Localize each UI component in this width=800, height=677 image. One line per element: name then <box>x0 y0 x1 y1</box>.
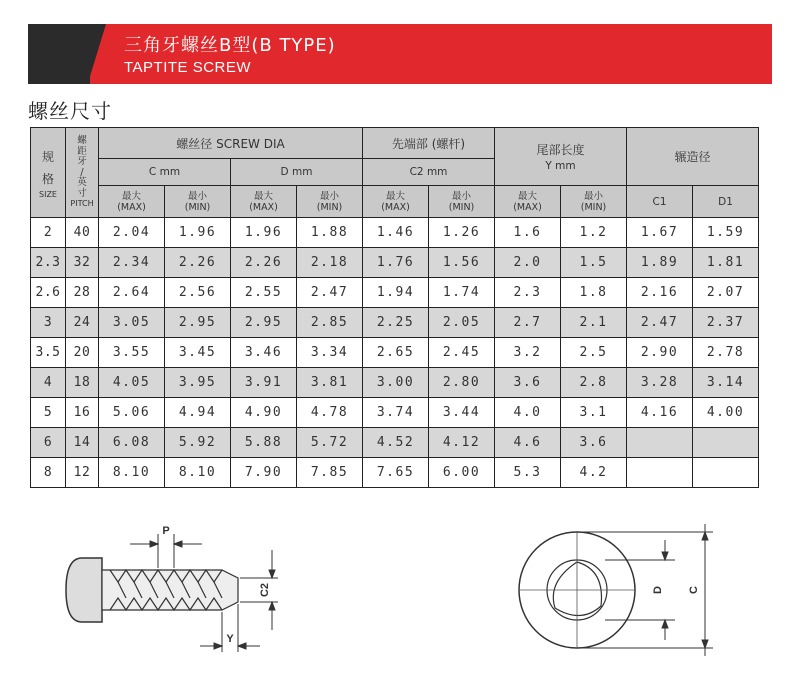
table-row <box>31 368 759 398</box>
table-cell: 5 <box>31 398 66 428</box>
table-cell: 14 <box>66 428 99 458</box>
table-cell: 3.45 <box>165 338 231 368</box>
table-cell: 1.94 <box>363 278 429 308</box>
tail-length-header: 尾部长度 Y mm <box>495 128 627 186</box>
table-cell: 2.6 <box>31 278 66 308</box>
table-cell: 2.64 <box>99 278 165 308</box>
table-cell: 1.8 <box>561 278 627 308</box>
table-row <box>31 248 759 278</box>
screw-end-view-diagram <box>505 520 720 660</box>
d-unit-header: D mm <box>231 159 363 186</box>
table-cell: 2.45 <box>429 338 495 368</box>
table-cell: 2.05 <box>429 308 495 338</box>
table-cell: 2.16 <box>627 278 693 308</box>
table-cell: 2.3 <box>31 248 66 278</box>
table-cell: 1.81 <box>693 248 759 278</box>
table-cell: 7.90 <box>231 458 297 488</box>
table-cell: 2.26 <box>165 248 231 278</box>
table-cell: 6.08 <box>99 428 165 458</box>
c1-header: C1 <box>627 186 693 218</box>
table-cell: 3.2 <box>495 338 561 368</box>
table-cell: 8 <box>31 458 66 488</box>
table-cell: 3.05 <box>99 308 165 338</box>
table-cell: 4.00 <box>693 398 759 428</box>
table-row <box>31 308 759 338</box>
table-cell: 1.26 <box>429 218 495 248</box>
pitch-dimension <box>130 534 202 568</box>
table-cell: 2.25 <box>363 308 429 338</box>
table-cell: 2.80 <box>429 368 495 398</box>
d1-header: D1 <box>693 186 759 218</box>
c2-label: C2 <box>259 582 271 598</box>
table-cell: 20 <box>66 338 99 368</box>
table-cell: 2.0 <box>495 248 561 278</box>
table-cell: 8.10 <box>99 458 165 488</box>
tip-header: 先端部 (螺杆) <box>363 128 495 159</box>
table-cell: 3.6 <box>561 428 627 458</box>
screw-head-shape <box>66 558 102 622</box>
table-cell: 1.5 <box>561 248 627 278</box>
table-cell: 2.37 <box>693 308 759 338</box>
table-cell: 1.2 <box>561 218 627 248</box>
d-label: D <box>652 586 664 594</box>
table-cell: 40 <box>66 218 99 248</box>
table-cell: 2.18 <box>297 248 363 278</box>
table-cell: 4.16 <box>627 398 693 428</box>
table-cell: 2.07 <box>693 278 759 308</box>
title-banner <box>28 24 772 84</box>
table-row <box>31 458 759 488</box>
table-cell: 3.44 <box>429 398 495 428</box>
screw-side-view-diagram <box>60 520 290 660</box>
table-cell: 3.81 <box>297 368 363 398</box>
table-cell: 4 <box>31 368 66 398</box>
spec-table <box>30 127 759 488</box>
table-cell: 18 <box>66 368 99 398</box>
tap-dia-header: 辗造径 <box>627 128 759 186</box>
banner-title-en: TAPTITE SCREW <box>124 59 252 76</box>
table-cell: 3.91 <box>231 368 297 398</box>
table-cell: 2.7 <box>495 308 561 338</box>
table-cell <box>627 428 693 458</box>
table-cell: 1.67 <box>627 218 693 248</box>
table-cell: 4.94 <box>165 398 231 428</box>
table-cell: 3.46 <box>231 338 297 368</box>
table-row <box>31 338 759 368</box>
table-cell: 2.26 <box>231 248 297 278</box>
min-header: 最小 (MIN) <box>561 186 627 218</box>
table-cell: 1.96 <box>231 218 297 248</box>
size-header: 规 格 SIZE <box>31 128 66 218</box>
pitch-header: 螺 距 牙 / 英 寸 PITCH <box>66 128 99 218</box>
table-cell: 2.34 <box>99 248 165 278</box>
table-cell: 1.76 <box>363 248 429 278</box>
table-cell: 1.46 <box>363 218 429 248</box>
table-cell: 6.00 <box>429 458 495 488</box>
table-cell: 3.74 <box>363 398 429 428</box>
table-cell: 3.00 <box>363 368 429 398</box>
max-header: 最大 (MAX) <box>495 186 561 218</box>
c-unit-header: C mm <box>99 159 231 186</box>
table-cell: 4.78 <box>297 398 363 428</box>
table-cell <box>693 458 759 488</box>
table-cell: 4.52 <box>363 428 429 458</box>
table-cell: 3.14 <box>693 368 759 398</box>
table-cell: 2.56 <box>165 278 231 308</box>
table-cell: 2.47 <box>627 308 693 338</box>
table-cell: 5.92 <box>165 428 231 458</box>
table-cell: 2 <box>31 218 66 248</box>
table-cell: 3.5 <box>31 338 66 368</box>
table-row <box>31 218 759 248</box>
table-cell: 1.88 <box>297 218 363 248</box>
banner-title-cn: 三角牙螺丝B型(B TYPE) <box>124 35 336 56</box>
table-cell: 3.1 <box>561 398 627 428</box>
table-cell: 32 <box>66 248 99 278</box>
table-cell: 2.47 <box>297 278 363 308</box>
table-cell: 2.65 <box>363 338 429 368</box>
table-cell: 1.56 <box>429 248 495 278</box>
table-cell: 5.88 <box>231 428 297 458</box>
table-cell: 1.96 <box>165 218 231 248</box>
table-cell: 5.06 <box>99 398 165 428</box>
table-cell <box>627 458 693 488</box>
table-row <box>31 278 759 308</box>
table-cell: 3.6 <box>495 368 561 398</box>
table-cell: 8.10 <box>165 458 231 488</box>
table-row <box>31 428 759 458</box>
table-cell <box>693 428 759 458</box>
screw-dia-header: 螺丝径 SCREW DIA <box>99 128 363 159</box>
max-header: 最大 (MAX) <box>363 186 429 218</box>
table-cell: 4.6 <box>495 428 561 458</box>
min-header: 最小 (MIN) <box>165 186 231 218</box>
table-cell: 4.12 <box>429 428 495 458</box>
table-cell: 2.8 <box>561 368 627 398</box>
max-header: 最大 (MAX) <box>99 186 165 218</box>
table-cell: 4.90 <box>231 398 297 428</box>
section-title: 螺丝尺寸 <box>28 99 112 123</box>
table-cell: 12 <box>66 458 99 488</box>
table-cell: 16 <box>66 398 99 428</box>
table-cell: 24 <box>66 308 99 338</box>
spec-table-body <box>31 218 759 488</box>
table-cell: 3.55 <box>99 338 165 368</box>
table-cell: 2.1 <box>561 308 627 338</box>
table-cell: 2.95 <box>231 308 297 338</box>
min-header: 最小 (MIN) <box>429 186 495 218</box>
table-cell: 5.72 <box>297 428 363 458</box>
table-cell: 7.65 <box>363 458 429 488</box>
c-label: C <box>688 586 700 594</box>
table-cell: 4.05 <box>99 368 165 398</box>
table-cell: 2.5 <box>561 338 627 368</box>
table-cell: 7.85 <box>297 458 363 488</box>
c2-unit-header: C2 mm <box>363 159 495 186</box>
tail-label: Y <box>226 633 234 645</box>
table-cell: 1.59 <box>693 218 759 248</box>
table-cell: 3 <box>31 308 66 338</box>
table-cell: 2.90 <box>627 338 693 368</box>
table-cell: 3.95 <box>165 368 231 398</box>
table-cell: 2.95 <box>165 308 231 338</box>
table-cell: 2.85 <box>297 308 363 338</box>
table-cell: 2.04 <box>99 218 165 248</box>
table-cell: 5.3 <box>495 458 561 488</box>
pitch-label: P <box>162 525 170 537</box>
table-cell: 4.0 <box>495 398 561 428</box>
min-header: 最小 (MIN) <box>297 186 363 218</box>
table-cell: 2.3 <box>495 278 561 308</box>
table-cell: 3.34 <box>297 338 363 368</box>
table-row <box>31 398 759 428</box>
table-cell: 1.74 <box>429 278 495 308</box>
table-cell: 2.55 <box>231 278 297 308</box>
max-header: 最大 (MAX) <box>231 186 297 218</box>
table-cell: 1.89 <box>627 248 693 278</box>
table-cell: 2.78 <box>693 338 759 368</box>
table-cell: 3.28 <box>627 368 693 398</box>
table-cell: 1.6 <box>495 218 561 248</box>
table-cell: 28 <box>66 278 99 308</box>
table-cell: 4.2 <box>561 458 627 488</box>
table-cell: 6 <box>31 428 66 458</box>
